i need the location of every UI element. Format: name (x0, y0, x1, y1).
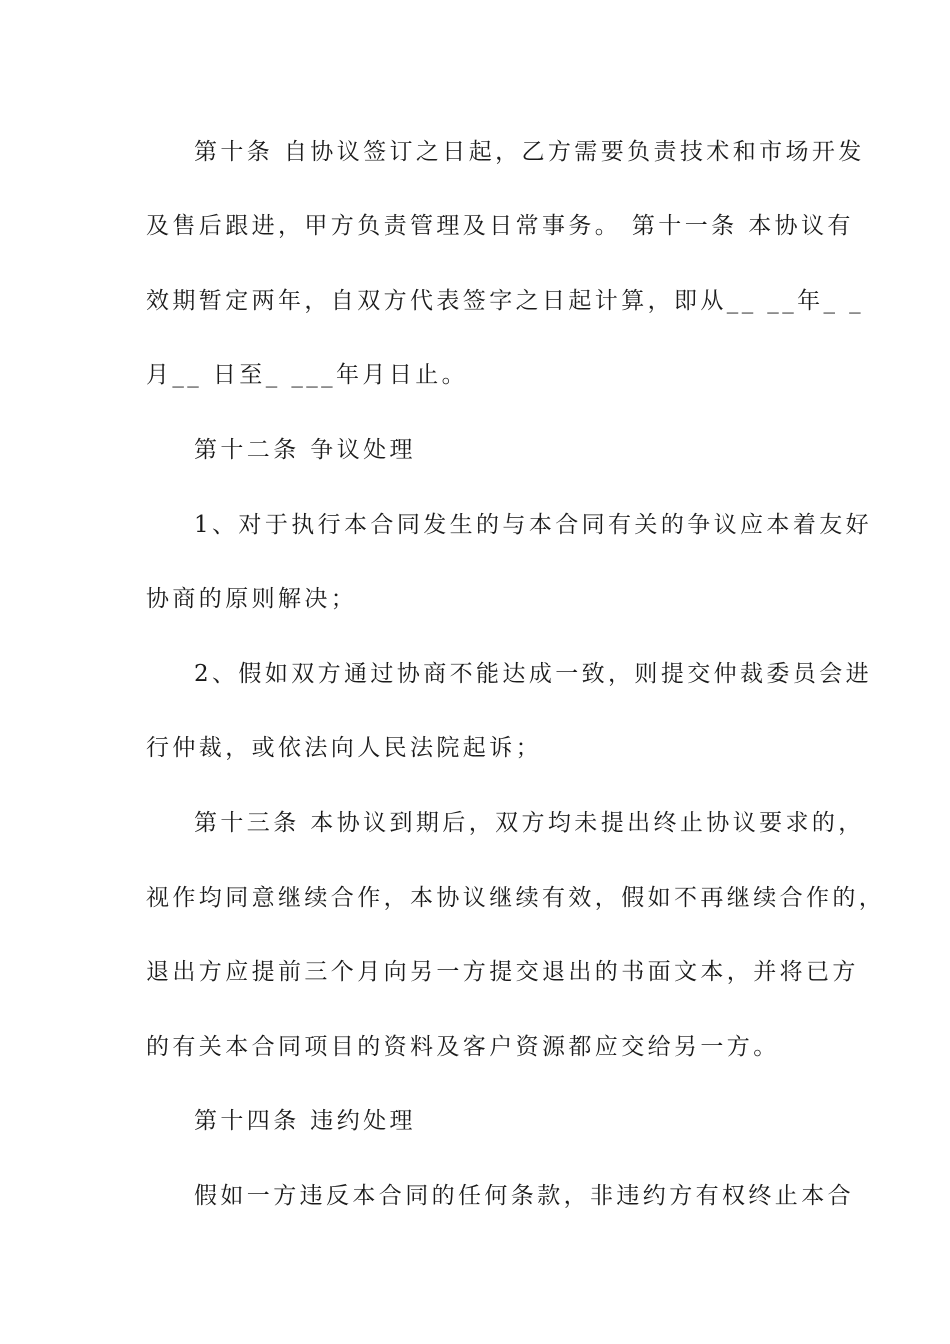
text-line: 第十三条 本协议到期后，双方均未提出终止协议要求的， (194, 810, 865, 836)
text-line: 1、对于执行本合同发生的与本合同有关的争议应本着友好 (194, 512, 873, 538)
section-heading: 第十二条 争议处理 (194, 437, 416, 463)
text-line: 协商的原则解决； (146, 586, 358, 612)
text-line: 及售后跟进，甲方负责管理及日常事务。 第十一条 本协议有 (146, 213, 854, 239)
text-line: 第十条 自协议签订之日起，乙方需要负责技术和市场开发 (194, 139, 865, 165)
section-heading: 第十四条 违约处理 (194, 1108, 416, 1134)
text-line: 假如一方违反本合同的任何条款，非违约方有权终止本合 (194, 1183, 854, 1209)
text-line: 行仲裁，或依法向人民法院起诉； (146, 735, 542, 761)
text-line: 的有关本合同项目的资料及客户资源都应交给另一方。 (146, 1034, 780, 1060)
text-line: 效期暂定两年，自双方代表签字之日起计算，即从__ __年_ _ (146, 288, 865, 314)
text-line: 视作均同意继续合作，本协议继续有效，假如不再继续合作的， (146, 885, 886, 911)
text-line: 2、假如双方通过协商不能达成一致，则提交仲裁委员会进 (194, 661, 873, 687)
text-line: 月__ 日至_ ___年月日止。 (146, 362, 469, 388)
text-line: 退出方应提前三个月向另一方提交退出的书面文本，并将已方 (146, 959, 859, 985)
